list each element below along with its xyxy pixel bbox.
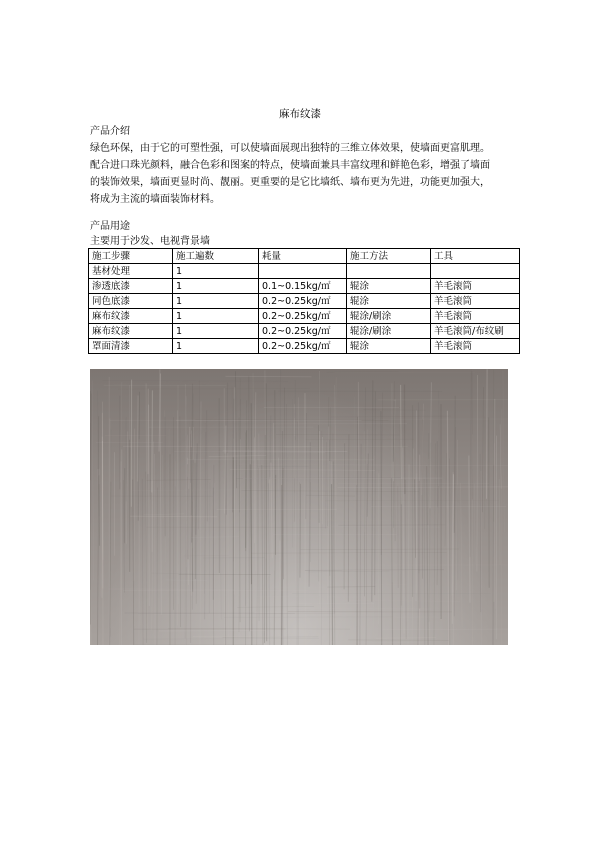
table-cell: 1: [173, 294, 259, 309]
texture-streak: [375, 391, 376, 595]
texture-weft: [191, 537, 238, 538]
table-cell: 0.2~0.25kg/㎡: [259, 339, 347, 354]
table-row: [89, 339, 520, 354]
intro-line: 配合进口珠光颜料，融合色彩和图案的特点，使墙面兼具丰富纹理和鲜艳色彩，增强了墙面: [90, 160, 490, 171]
texture-streak: [262, 465, 263, 645]
table-cell: 辊涂: [347, 339, 431, 354]
texture-streak: [168, 429, 169, 538]
texture-streak: [401, 385, 402, 504]
intro-line: 的装饰效果，墙面更显时尚、靓丽。更重要的是它比墙纸、墙布更为先进，功能更加强大，: [90, 177, 490, 188]
texture-weft: [147, 479, 211, 480]
document-title: 麻布纹漆: [279, 108, 321, 120]
intro-paragraph: [90, 140, 515, 208]
texture-streak: [199, 380, 200, 529]
table-cell: 1: [173, 339, 259, 354]
texture-streak: [300, 484, 301, 578]
texture-streak: [283, 388, 284, 580]
intro-line: 绿色环保，由于它的可塑性强，可以使墙面展现出独特的三维立体效果，使墙面更富肌理。: [90, 143, 490, 154]
texture-streak: [220, 448, 221, 620]
usage-text: 主要用于沙发、电视背景墙: [90, 236, 210, 247]
table-row: [89, 294, 520, 309]
texture-streak: [152, 390, 153, 492]
texture-streak: [92, 381, 93, 581]
table-cell: [259, 264, 347, 279]
texture-streak: [495, 443, 496, 609]
texture-streak: [133, 480, 134, 645]
texture-streak: [271, 463, 272, 559]
texture-weft: [353, 584, 407, 585]
texture-streak: [160, 369, 161, 614]
texture-weft: [152, 573, 194, 574]
table-cell: 0.1~0.15kg/㎡: [259, 279, 347, 294]
texture-streak: [150, 428, 151, 499]
texture-weft: [306, 495, 355, 496]
texture-streak: [481, 471, 482, 645]
texture-weft: [331, 416, 451, 417]
table-cell: 辊涂: [347, 279, 431, 294]
texture-weft: [166, 580, 207, 581]
texture-streak: [474, 484, 475, 564]
texture-streak: [500, 424, 501, 488]
table-cell: 同色底漆: [89, 294, 173, 309]
texture-streak: [137, 395, 138, 481]
header-cell: 施工方法: [347, 249, 431, 264]
linen-texture-photo: [90, 369, 508, 645]
texture-streak: [209, 483, 210, 614]
texture-streak: [280, 370, 281, 541]
table-cell: 辊涂: [347, 294, 431, 309]
table-cell: 麻布纹漆: [89, 324, 173, 339]
texture-streak: [445, 453, 446, 546]
texture-streak: [287, 404, 288, 645]
texture-streak: [477, 375, 478, 571]
table-cell: 渗透底漆: [89, 279, 173, 294]
texture-weft: [103, 380, 288, 381]
table-row: [89, 324, 520, 339]
texture-streak: [129, 385, 130, 448]
texture-streak: [309, 442, 310, 587]
header-cell: 施工遍数: [173, 249, 259, 264]
table-row: [89, 279, 520, 294]
header-cell: 施工步骤: [89, 249, 173, 264]
texture-streak: [102, 402, 103, 560]
texture-streak: [306, 413, 307, 519]
texture-weft: [338, 525, 445, 526]
texture-streak: [249, 376, 250, 631]
texture-streak: [469, 456, 470, 603]
table-cell: [347, 264, 431, 279]
table-header-row: [89, 249, 520, 264]
texture-streak: [424, 479, 425, 645]
texture-streak: [487, 369, 488, 498]
texture-weft: [326, 642, 424, 643]
texture-streak: [434, 443, 435, 645]
texture-streak: [200, 402, 201, 645]
texture-streak: [326, 442, 327, 528]
texture-streak: [298, 482, 299, 645]
table-cell: [431, 264, 520, 279]
header-cell: 工具: [431, 249, 520, 264]
intro-heading: 产品介绍: [90, 126, 130, 137]
texture-streak: [142, 479, 143, 645]
texture-streak: [461, 483, 462, 627]
texture-streak: [134, 429, 135, 581]
texture-streak: [403, 448, 404, 634]
table-cell: 罩面清漆: [89, 339, 173, 354]
table-cell: 0.2~0.25kg/㎡: [259, 324, 347, 339]
texture-weft: [209, 456, 266, 457]
table-cell: 辊涂/刷涂: [347, 309, 431, 324]
texture-streak: [100, 469, 101, 597]
texture-weft: [223, 451, 348, 452]
intro-line: 将成为主流的墙面装饰材料。: [90, 194, 220, 205]
linen-texture-pattern: [90, 369, 508, 645]
texture-weft: [237, 606, 314, 607]
texture-streak: [503, 371, 504, 532]
texture-streak: [251, 403, 252, 645]
texture-streak: [149, 405, 150, 606]
texture-streak: [439, 391, 440, 489]
table-cell: 羊毛滚筒: [431, 294, 520, 309]
texture-weft: [376, 638, 436, 639]
table-cell: 羊毛滚筒: [431, 309, 520, 324]
texture-streak: [499, 479, 500, 565]
texture-streak: [332, 484, 333, 645]
texture-streak: [470, 369, 471, 557]
construction-table: [88, 248, 520, 354]
table-cell: 羊毛滚筒/布纹刷: [431, 324, 520, 339]
header-cell: 耗量: [259, 249, 347, 264]
table-cell: 1: [173, 279, 259, 294]
texture-streak: [162, 455, 163, 519]
table-row: [89, 309, 520, 324]
table-cell: 基材处理: [89, 264, 173, 279]
table-cell: 0.2~0.25kg/㎡: [259, 294, 347, 309]
texture-streak: [405, 480, 406, 639]
usage-heading: 产品用途: [90, 221, 130, 232]
table-cell: 麻布纹漆: [89, 309, 173, 324]
texture-streak: [273, 423, 274, 571]
texture-streak: [253, 373, 254, 461]
texture-weft: [348, 640, 449, 641]
texture-streak: [482, 387, 483, 512]
table-cell: 1: [173, 264, 259, 279]
texture-streak: [415, 479, 416, 557]
texture-streak: [358, 382, 359, 471]
texture-streak: [228, 453, 229, 636]
texture-streak: [180, 416, 181, 627]
texture-streak: [447, 411, 448, 645]
table-row: [89, 264, 520, 279]
texture-streak: [457, 440, 458, 590]
texture-streak: [360, 444, 361, 645]
texture-weft: [255, 596, 365, 597]
table-cell: 羊毛滚筒: [431, 339, 520, 354]
texture-streak: [226, 383, 227, 515]
texture-streak: [121, 450, 122, 645]
table-cell: 1: [173, 324, 259, 339]
table-cell: 羊毛滚筒: [431, 279, 520, 294]
table-cell: 0.2~0.25kg/㎡: [259, 309, 347, 324]
texture-streak: [225, 454, 226, 645]
table-cell: 辊涂/刷涂: [347, 324, 431, 339]
table-cell: 1: [173, 309, 259, 324]
